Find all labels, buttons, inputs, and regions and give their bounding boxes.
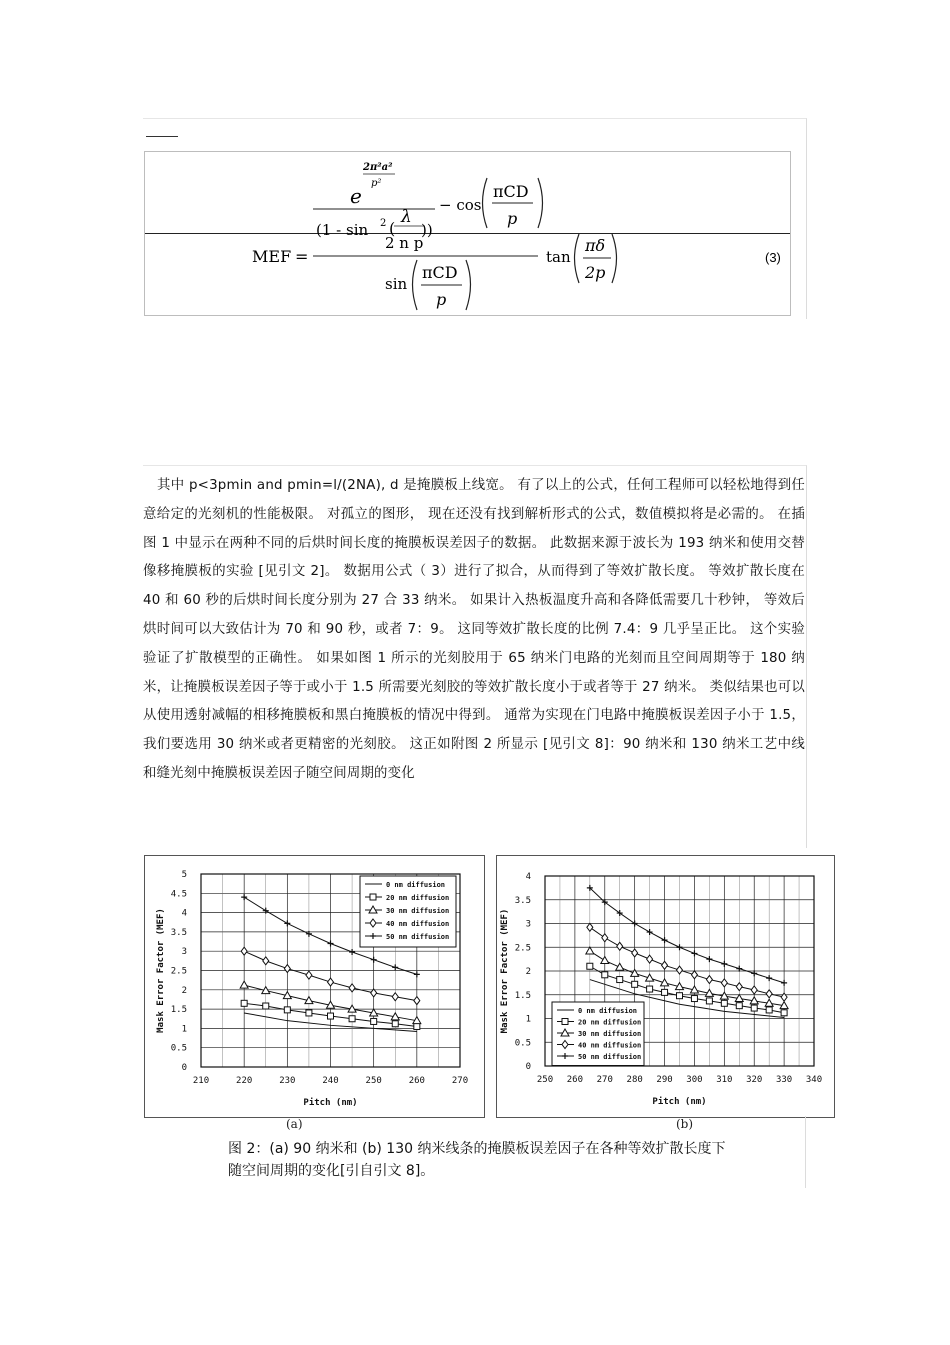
data-point xyxy=(691,971,697,979)
legend-entry: 50 nm diffusion xyxy=(386,933,450,941)
data-point xyxy=(328,940,334,946)
chart-panel-a xyxy=(144,855,485,1118)
sin-prefix: (1 - sin xyxy=(316,221,369,239)
pi-delta: πδ xyxy=(585,236,606,255)
data-point xyxy=(631,969,639,976)
y-tick-label: 0 xyxy=(525,1062,531,1072)
chart-panel-b xyxy=(496,855,835,1118)
x-tick-label: 340 xyxy=(805,1075,823,1085)
legend-entry: 0 nm diffusion xyxy=(578,1007,638,1015)
data-point xyxy=(371,957,377,963)
x-tick-label: 320 xyxy=(746,1075,763,1085)
legend-entry: 40 nm diffusion xyxy=(386,920,450,928)
data-point xyxy=(691,996,697,1002)
data-point xyxy=(601,957,609,964)
legend xyxy=(360,876,456,947)
data-point xyxy=(392,993,398,1001)
data-point xyxy=(781,1010,787,1016)
data-point xyxy=(736,983,742,991)
data-point xyxy=(706,956,712,962)
data-point xyxy=(392,964,398,970)
data-point xyxy=(349,1016,355,1022)
y-axis-label: Mask Error Factor (MEF) xyxy=(500,908,510,1034)
equation-box xyxy=(144,151,791,316)
data-point xyxy=(766,990,772,998)
data-point xyxy=(392,1021,398,1027)
data-point xyxy=(284,965,290,973)
legend-entry: 30 nm diffusion xyxy=(386,907,450,915)
data-point xyxy=(349,949,355,955)
legend-marker xyxy=(562,1019,568,1025)
data-point xyxy=(721,1000,727,1006)
data-point xyxy=(662,937,668,943)
y-tick-label: 1 xyxy=(181,1024,187,1035)
legend-entry: 20 nm diffusion xyxy=(386,894,450,902)
legend-entry: 50 nm diffusion xyxy=(578,1053,642,1061)
y-tick-label: 0.5 xyxy=(170,1043,187,1054)
sin-square: 2 xyxy=(380,218,387,229)
x-tick-label: 300 xyxy=(686,1075,703,1085)
legend-entry: 40 nm diffusion xyxy=(578,1041,642,1050)
legend-entry: 20 nm diffusion xyxy=(578,1018,642,1027)
y-tick-label: 4.5 xyxy=(170,889,187,900)
pi-cd-top: πCD xyxy=(493,182,529,201)
paragraph-text: 其中 p<3pmin and pmin=l/(2NA), d 是掩膜板上线宽。 有了以上的公式，任何工程师可以轻松地得到任意给定的光刻机的性能极限。 对孤立的图形， 现在还没有找到解析形式的公式，数值模拟将是必需的。 在插图 1 中显示在两种不同的后烘时间长度的掩膜板误差因子的数据。 此数据来源于波长为 193 纳米和使用交替像移掩膜板的实验 [见引文 2]。 数据用公式（ 3）进行了拟合，从而得到了等效扩散长度。 等效扩散长度在 40 和 60 秒的后烘时间长度分别为 27 合 33 纳米。 如果计入热板温度升高和各降低需要几十秒钟， 等效后烘时间可以大致估计为 70 和 90 秒，或者 7：9。 这同等效扩散长度的比例 7.4：9 几乎呈正比。 这个实验验证了扩散模型的正确性。 如果如图 1 所示的光刻胶用于 65 纳米门电路的光刻而且空间周期等于 180 纳米，让掩膜板误差因子等于或小于 1.5 所需要光刻胶的等效扩散长度小于或者等于 27 纳米。 类似结果也可以从使用透射减幅的相移掩膜板和黑白掩膜板的情况中得到。 通常为实现在门电路中掩膜板误差因子小于 1.5， 我们要选用 30 纳米或者更精密的光刻胶。 这正如附图 2 所显示 [见引文 8]：90 纳米和 130 纳米工艺中线和缝光刻中掩膜板误差因子随空间周期的变化 xyxy=(143,478,805,781)
data-point xyxy=(587,923,593,931)
x-axis-label: Pitch (nm) xyxy=(303,1098,358,1108)
equation-number: (3) xyxy=(765,250,781,265)
caption-line-1: 图 2：(a) 90 纳米和 (b) 130 纳米线条的掩膜板误差因子在各种等效扩散长度下 xyxy=(228,1141,726,1157)
data-point xyxy=(306,1010,312,1016)
two-p: 2p xyxy=(585,263,606,282)
data-point xyxy=(677,993,683,999)
y-tick-label: 5 xyxy=(181,870,187,880)
x-tick-label: 230 xyxy=(279,1076,296,1086)
data-point xyxy=(647,929,653,935)
chart-a-svg xyxy=(145,856,484,1117)
y-tick-label: 1.5 xyxy=(514,990,531,1001)
data-point xyxy=(736,1003,742,1009)
data-point xyxy=(617,977,623,983)
x-tick-label: 270 xyxy=(596,1075,613,1085)
y-tick-label: 4 xyxy=(181,908,187,919)
data-point xyxy=(662,961,668,969)
data-point xyxy=(706,976,712,984)
data-point xyxy=(632,949,638,957)
legend-entry: 0 nm diffusion xyxy=(386,881,446,889)
figure-caption xyxy=(228,1138,768,1182)
svg-text:(: ( xyxy=(389,219,396,238)
data-point xyxy=(617,942,623,950)
y-tick-label: 3.5 xyxy=(514,895,531,906)
y-tick-label: 2.5 xyxy=(514,943,531,954)
data-point xyxy=(414,997,420,1005)
data-point xyxy=(751,1005,757,1011)
close-parens: )) xyxy=(421,221,433,239)
x-tick-label: 210 xyxy=(192,1076,210,1086)
separator-rule xyxy=(146,136,178,137)
lambda: λ xyxy=(401,207,412,227)
data-point xyxy=(766,975,772,981)
legend-marker xyxy=(370,894,376,900)
data-point xyxy=(241,1000,247,1006)
panel-a-label: (a) xyxy=(286,1117,303,1131)
mef-label: MEF xyxy=(252,247,292,266)
x-tick-label: 260 xyxy=(566,1075,584,1085)
pi-cd-bottom: πCD xyxy=(422,263,458,282)
data-point xyxy=(781,980,787,986)
data-point xyxy=(632,921,638,927)
data-point xyxy=(587,963,593,969)
two-n-p: 2 n p xyxy=(385,234,424,252)
data-point xyxy=(677,944,683,950)
x-axis-label: Pitch (nm) xyxy=(652,1097,707,1107)
data-point xyxy=(586,947,594,954)
data-point xyxy=(632,981,638,987)
minus-cos: − cos xyxy=(439,196,482,214)
y-tick-label: 0.5 xyxy=(514,1038,531,1049)
caption-line-2: 随空间周期的变化[引自引文 8]。 xyxy=(228,1163,435,1179)
series-2 xyxy=(586,947,788,1009)
data-point xyxy=(263,1003,269,1009)
y-tick-label: 3 xyxy=(525,919,531,930)
y-tick-label: 1 xyxy=(525,1014,531,1025)
y-tick-label: 1.5 xyxy=(170,1005,187,1016)
data-point xyxy=(371,1018,377,1024)
y-tick-label: 4 xyxy=(525,872,531,882)
data-point xyxy=(241,947,247,955)
figure-frame-edge xyxy=(805,1116,806,1188)
x-tick-label: 250 xyxy=(536,1075,554,1085)
data-point xyxy=(602,972,608,978)
data-point xyxy=(706,998,712,1004)
exp-numerator: 2π²a² xyxy=(363,162,393,173)
data-point xyxy=(677,966,683,974)
data-point xyxy=(349,984,355,992)
data-point xyxy=(414,1023,420,1029)
equation-svg xyxy=(145,152,790,315)
p-bottom: p xyxy=(436,290,447,309)
legend-entry: 30 nm diffusion xyxy=(578,1030,642,1038)
y-tick-label: 3 xyxy=(181,947,187,958)
data-point xyxy=(241,894,247,900)
series-3 xyxy=(587,923,787,1001)
data-point xyxy=(602,934,608,942)
y-tick-label: 3.5 xyxy=(170,927,187,938)
data-point xyxy=(616,963,624,970)
y-axis-label: Mask Error Factor (MEF) xyxy=(156,908,166,1033)
data-point xyxy=(284,920,290,926)
data-point xyxy=(721,961,727,967)
data-point xyxy=(414,971,420,977)
x-tick-label: 290 xyxy=(656,1075,673,1085)
x-tick-label: 280 xyxy=(626,1075,643,1085)
y-tick-label: 2.5 xyxy=(170,966,187,977)
equals-sign: = xyxy=(295,247,309,266)
x-tick-label: 250 xyxy=(365,1076,382,1086)
data-point xyxy=(306,971,312,979)
y-tick-label: 2 xyxy=(181,985,187,996)
data-point xyxy=(328,1013,334,1019)
data-point xyxy=(328,978,334,986)
x-tick-label: 220 xyxy=(236,1076,253,1086)
exp-denominator: p² xyxy=(371,178,382,189)
x-tick-label: 310 xyxy=(716,1075,733,1085)
legend xyxy=(552,1002,644,1066)
data-point xyxy=(263,957,269,965)
data-point xyxy=(781,993,787,1001)
x-tick-label: 270 xyxy=(451,1076,469,1086)
data-point xyxy=(721,979,727,987)
data-point xyxy=(284,1007,290,1013)
x-tick-label: 240 xyxy=(322,1076,339,1086)
body-paragraph xyxy=(143,472,805,789)
y-tick-label: 2 xyxy=(525,967,531,977)
tan-label: tan xyxy=(546,248,571,266)
data-point xyxy=(751,986,757,994)
x-tick-label: 330 xyxy=(775,1075,793,1085)
data-point xyxy=(766,1007,772,1013)
data-point xyxy=(662,989,668,995)
p-top: p xyxy=(507,209,518,228)
panel-b-label: (b) xyxy=(676,1117,694,1131)
data-point xyxy=(691,950,697,956)
data-point xyxy=(240,981,248,988)
exp-base: e xyxy=(350,184,362,208)
sin-label: sin xyxy=(385,275,408,293)
data-point xyxy=(647,955,653,963)
data-point xyxy=(647,986,653,992)
x-tick-label: 260 xyxy=(408,1076,425,1086)
chart-b-svg xyxy=(497,856,834,1117)
y-tick-label: 0 xyxy=(181,1063,187,1073)
